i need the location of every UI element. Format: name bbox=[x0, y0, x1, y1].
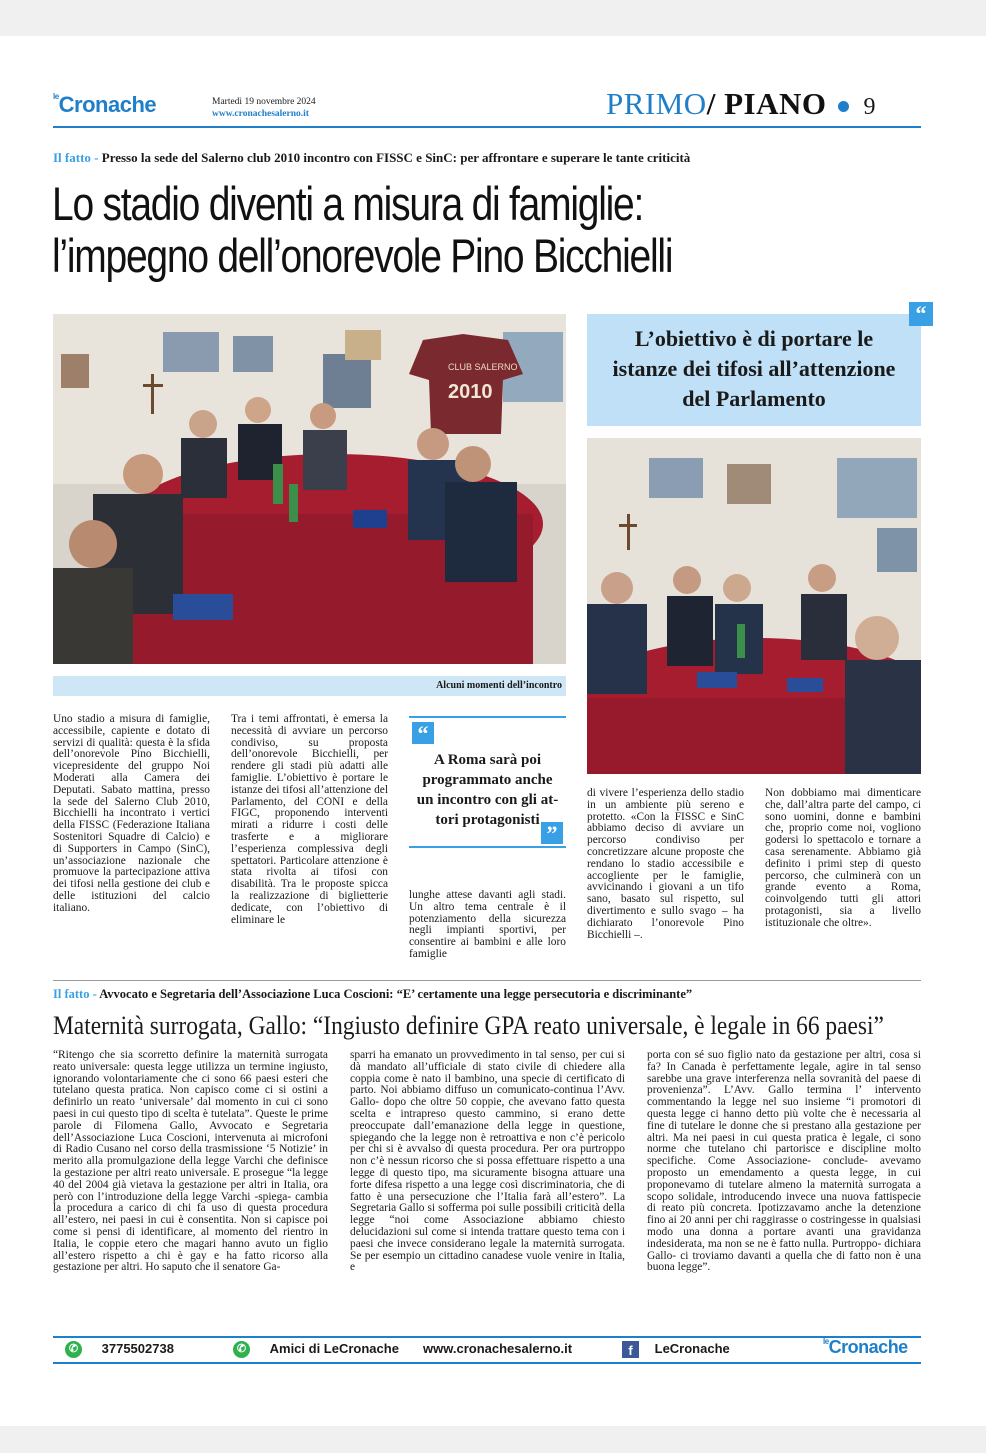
pull-quote-text bbox=[409, 750, 566, 830]
meeting-photo-2-illustration bbox=[587, 438, 921, 774]
pull-line-2: programmato anche bbox=[422, 772, 553, 788]
newspaper-page bbox=[0, 36, 986, 1426]
article1-column-3: lunghe attese davanti agli stadi. Un altro tema centrale è il potenziamento della sicurezza negli impianti sportivi, per consentire ai bambini e alle loro famiglie bbox=[409, 889, 566, 960]
kicker-label: Il fatto - bbox=[53, 150, 99, 165]
article2-headline: Maternità surrogata, Gallo: “Ingiusto definire GPA reato universale, è legale in 66 paesi” bbox=[53, 1011, 884, 1040]
pull-line-3: un incontro con gli at- bbox=[416, 792, 559, 808]
issue-date: Martedì 19 novembre 2024 bbox=[212, 97, 316, 107]
section-title bbox=[606, 86, 876, 122]
masthead-date-block bbox=[212, 96, 316, 120]
pull-open-quote-icon: “ bbox=[412, 722, 434, 744]
footer-whatsapp-block[interactable] bbox=[233, 1341, 399, 1358]
meeting-photo-2 bbox=[587, 438, 921, 774]
pull-line-1: A Roma sarà poi bbox=[433, 752, 542, 768]
article1-headline bbox=[52, 178, 672, 282]
pull-quote-bottom-rule bbox=[409, 846, 566, 848]
footer-url[interactable]: www.cronachesalerno.it bbox=[423, 1341, 573, 1356]
photo-caption: Alcuni momenti dell’incontro bbox=[53, 676, 566, 696]
footer-bar bbox=[53, 1336, 921, 1364]
article1-column-1: Uno stadio a misura di famiglie, accessibile, capiente e dotato di servizi di qualità: questa è la sfida dell’onorevole Pino Bicchielli, vicepresidente del gruppo Noi Moderati alla Camera dei Deputati. Sabato mattina, presso la sede del Salerno Club 2010, Bicchielli ha incontrato i vertici della FISSC (Federazione Italiana Sostenitori Squadre di Calcio) e di Supporters in Campo (SinC), un’associazione nazionale che promuove la partecipazione attiva dei tifosi nella gestione dei club e delle istituzioni del calcio italiano. bbox=[53, 713, 210, 914]
jersey-number-text: 2010 bbox=[448, 381, 493, 403]
logo-prefix: le bbox=[53, 92, 59, 101]
footer-logo-text: Cronache bbox=[828, 1337, 908, 1357]
quote-line-3: del Parlamento bbox=[682, 386, 826, 411]
article1-column-2: Tra i temi affrontati, è emersa la necessità di avviare un percorso condiviso, su proposta dell’onorevole Bicchielli, per rendere gli stadi più adatti alle famiglie. L’obiettivo è portare le istanze dei tifosi all’attenzione del Parlamento, del CONI e della FIGC, proponendo interventi mirati a ridurre i costi delle trasferte e a migliorare l’esperienza complessiva degli spettatori. Particolare attenzione è stata rivolta ai tifosi con disabilità. Tra le proposte spicca la realizzazione di biglietterie dedicate, con l’obiettivo di eliminare le bbox=[231, 713, 388, 926]
footer-logo-prefix: le bbox=[823, 1337, 829, 1346]
whatsapp-icon: ✆ bbox=[65, 1341, 82, 1358]
article2-column-2: sparri ha emanato un provvedimento in tal senso, per cui si dà mandato all’ufficiale di stato civile di chiedere alla coppia come è nato il bambino, una specie di certificato di parto. Noi abbiamo diffuso un comunicato-continua l’Avv. Gallo- dopo che oltre 50 coppie, che avevano fatto questa scelta e intrapreso questo cammino, si erano dette preoccupate dall’emanazione della legge in questione, spiegando che la legge non è retroattiva e non c’è pericolo per chi si è avvalso di questa procedura. Per ora purtroppo non c’è nessun ricorso che si possa effettuare rispetto a una legge di questo tipo, ma sicuramente bisogna attuare una forte difesa rispetto a una legge così discriminatoria, che di fatto è una persecuzione che l’Italia farà all’estero”. La Segretaria Gallo si sofferma poi sulle possibili criticità della legge “noi come Associazione abbiamo chiesto delucidazioni sul come si intenda trattare questo tema con i paesi che invece considerano legale la maternità surrogata. Se per esempio un cittadino canadese vuole venire in Italia, e bbox=[350, 1049, 625, 1274]
article2-kicker bbox=[53, 987, 692, 1002]
quote-line-2: istanze dei tifosi all’attenzione bbox=[612, 356, 896, 381]
masthead-rule bbox=[53, 126, 921, 128]
whatsapp-icon-2: ✆ bbox=[233, 1341, 250, 1358]
footer-logo bbox=[823, 1337, 908, 1358]
kicker2-label: Il fatto - bbox=[53, 987, 97, 1001]
article1-kicker bbox=[53, 150, 690, 166]
section-piano: PIANO bbox=[724, 86, 827, 121]
pull-close-quote-icon: ” bbox=[541, 822, 563, 844]
meeting-photo-1 bbox=[53, 314, 566, 664]
article2-column-1: “Ritengo che sia scorretto definire la maternità surrogata reato universale: questa legge utilizza un termine ingiusto, ignorando volontariamente che ci sono 66 paesi esteri che tutelano questa pratica. Non capisco come ci si ostini a definirlo un reato ‘universale’ dal momento in cui ci sono paesi in cui questo tipo di scelta è tutelata”. Queste le prime parole di Filomena Gallo, Avvocato e Segretaria dell’Associazione Luca Coscioni, intervenuta ai microfoni di Radio Cusano nel corso della trasmissione ‘5 Notizie’ in merito alla promulgazione della legge Varchi che definisce la gestazione per altri reato universale. E prosegue “la legge 40 del 2004 già vietava la gestazione per altri in Italia, ora però con l’introduzione della legge Varchi -spiega- cambia la procedura a carico di chi fa uso di questa procedura all’estero, nei paesi in cui è consentita. Non si capisce poi come si pensi di identificare, al momento del rientro in Italia, le coppie etero che magari hanno avuto un figlio all’estero rispetto a chi è gay e ha fatto ricorso alla gestazione per altri. Ho saputo che il senatore Ga- bbox=[53, 1049, 328, 1274]
footer-facebook-block[interactable] bbox=[622, 1341, 730, 1358]
pull-line-4: tori protagonisti bbox=[435, 812, 540, 828]
section-primo: PRIMO bbox=[606, 86, 707, 121]
footer-facebook: LeCronache bbox=[654, 1341, 730, 1356]
quote-box bbox=[587, 314, 921, 426]
article-divider bbox=[53, 980, 921, 981]
masthead-logo bbox=[53, 92, 156, 118]
facebook-icon: f bbox=[622, 1341, 639, 1358]
pull-quote bbox=[409, 716, 566, 864]
section-dot-icon bbox=[838, 101, 849, 112]
logo-text: Cronache bbox=[58, 92, 157, 117]
kicker2-text: Avvocato e Segretaria dell’Associazione Luca Coscioni: “E’ certamente una legge persecutoria e discriminante” bbox=[99, 987, 693, 1001]
footer-phone-block[interactable] bbox=[65, 1341, 174, 1358]
quote-line-1: L’obiettivo è di portare le bbox=[634, 326, 874, 351]
article1-column-5: Non dobbiamo mai dimenticare che, dall’altra parte del campo, ci sono uomini, donne e bambini che, proprio come noi, vogliono godersi lo spettacolo e tornare a casa serenamente. Abbiamo già definito i primi step di questo percorso, che culminerà con un grande evento a Roma, coinvolgendo tutti gli attori protagonisti, sia a livello istituzionale che oltre». bbox=[765, 787, 921, 929]
footer-phone: 3775502738 bbox=[101, 1341, 174, 1356]
kicker-text: Presso la sede del Salerno club 2010 incontro con FISSC e SinC: per affrontare e superare le tante criticità bbox=[101, 150, 691, 165]
headline-line-2: l’impegno dell’onorevole Pino Bicchielli bbox=[52, 229, 673, 282]
masthead-url[interactable]: www.cronachesalerno.it bbox=[212, 109, 309, 119]
open-quote-icon: “ bbox=[909, 302, 933, 326]
section-slash: / bbox=[706, 86, 716, 121]
article1-column-4: di vivere l’esperienza dello stadio in un ambiente più sereno e protetto. «Con la FISSC e SinC abbiamo deciso di avviare un percorso condiviso per concretizzare alcune proposte che rendano lo stadio accessibile e accogliente per le famiglie, avvicinando i giovani a un tifo sano, basato sul rispetto, sul divertimento e sullo svago – ha dichiarato l’onorevole Pino Bicchielli –. bbox=[587, 787, 744, 941]
page-number: 9 bbox=[863, 94, 876, 120]
meeting-photo-1-illustration bbox=[53, 314, 566, 664]
headline-line-1: Lo stadio diventi a misura di famiglie: bbox=[52, 177, 644, 230]
pull-quote-top-rule bbox=[409, 716, 566, 718]
article2-column-3: porta con sé suo figlio nato da gestazione per altri, cosa si fa? In Canada è perfettamente legale, agire in tal senso sarebbe una grave interferenza nella sovranità del paese di provenienza”. L’Avv. Gallo termina l’ intervento commentando la legge nel suo insieme “i promotori di questa legge ci hanno detto più volte che è necessaria al fine di tutelare le donne che si prestano alla gestazione per altri. Ma nei paesi in cui questa pratica è legale, ci sono norme che tutelano chi partorisce e discipline molto specifiche. Come Associazione- conclude- avevamo proposto un emendamento a questa legge, in cui proponevamo di tutelare almeno la maternità surrogata a scopo solidale, introducendo invece una nuova fattispecie di reato più concreta. Ipotizzavamo anche la detenzione fino ai 20 anni per chi raggirasse o costringesse in qualsiasi modo una donna a portare avanti una gravidanza indesiderata, ma non se ne è fatto nulla. Purtroppo- dichiara Gallo- ci troviamo davanti a quella che di fatto non è una buona legge”. bbox=[647, 1049, 921, 1274]
footer-whatsapp-group: Amici di LeCronache bbox=[269, 1341, 399, 1356]
jersey-club-text: CLUB SALERNO bbox=[448, 362, 518, 372]
